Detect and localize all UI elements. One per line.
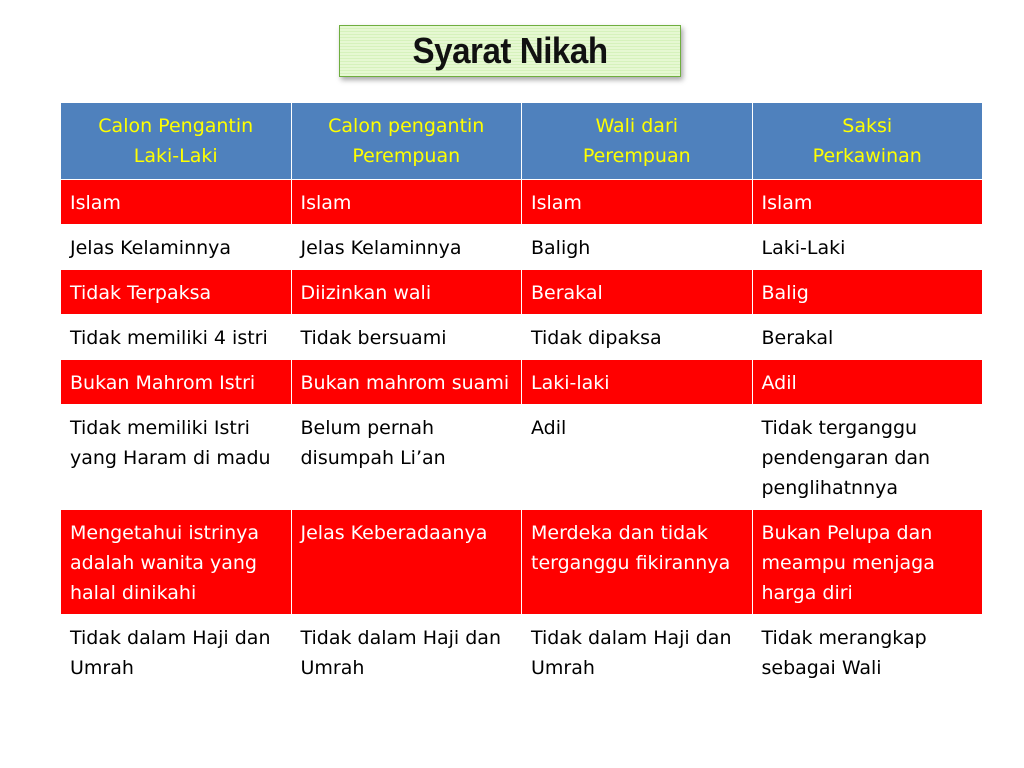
table-row [61,405,983,510]
table-row [61,510,983,615]
table-cell: Bukan mahrom suami [291,360,522,405]
header-calon-pengantin-laki-laki [61,103,292,180]
table-cell: Bukan Pelupa dan meampu menjaga harga diri [752,510,983,615]
header-calon-pengantin-perempuan [291,103,522,180]
table-row [61,180,983,225]
table-cell: Mengetahui istrinya adalah wanita yang halal dinikahi [61,510,292,615]
table-cell: Islam [522,180,753,225]
header-line: Perempuan [582,145,691,167]
table-cell: Tidak memiliki 4 istri [61,315,292,360]
title-box [339,25,681,77]
table-cell: Berakal [752,315,983,360]
table-row [61,615,983,690]
header-wali-dari-perempuan [522,103,753,180]
table-cell: Tidak memiliki Istri yang Haram di madu [61,405,292,510]
table-cell: Tidak terganggu pendengaran dan penglihatnnya [752,405,983,510]
header-line: Calon Pengantin [98,115,254,137]
table-cell: Balig [752,270,983,315]
table-cell: Bukan Mahrom Istri [61,360,292,405]
table-cell: Islam [291,180,522,225]
table-cell: Jelas Keberadaanya [291,510,522,615]
table-cell: Merdeka dan tidak terganggu fikirannya [522,510,753,615]
table-cell: Islam [752,180,983,225]
header-saksi-perkawinan [752,103,983,180]
table-header-row [61,103,983,180]
table-cell: Tidak bersuami [291,315,522,360]
table-cell: Adil [752,360,983,405]
table-cell: Jelas Kelaminnya [61,225,292,270]
table-cell: Jelas Kelaminnya [291,225,522,270]
table-cell: Baligh [522,225,753,270]
table-cell: Laki-laki [522,360,753,405]
table-cell: Tidak dalam Haji dan Umrah [522,615,753,690]
table-row [61,360,983,405]
header-line: Laki-Laki [133,145,218,167]
requirements-table [60,102,983,690]
table-cell: Tidak dalam Haji dan Umrah [61,615,292,690]
header-line: Saksi [842,115,893,137]
table-row [61,225,983,270]
table-cell: Tidak dipaksa [522,315,753,360]
header-line: Calon pengantin [328,115,485,137]
table-row [61,315,983,360]
header-line: Perkawinan [812,145,922,167]
header-line: Wali dari [595,115,679,137]
table-cell: Islam [61,180,292,225]
table-cell: Laki-Laki [752,225,983,270]
table-cell: Diizinkan wali [291,270,522,315]
table-cell: Tidak Terpaksa [61,270,292,315]
table-cell: Berakal [522,270,753,315]
table-cell: Tidak dalam Haji dan Umrah [291,615,522,690]
header-line: Perempuan [352,145,461,167]
table-cell: Tidak merangkap sebagai Wali [752,615,983,690]
table-row [61,270,983,315]
page-title: Syarat Nikah [412,30,608,71]
table-cell: Belum pernah disumpah Li’an [291,405,522,510]
table-cell: Adil [522,405,753,510]
